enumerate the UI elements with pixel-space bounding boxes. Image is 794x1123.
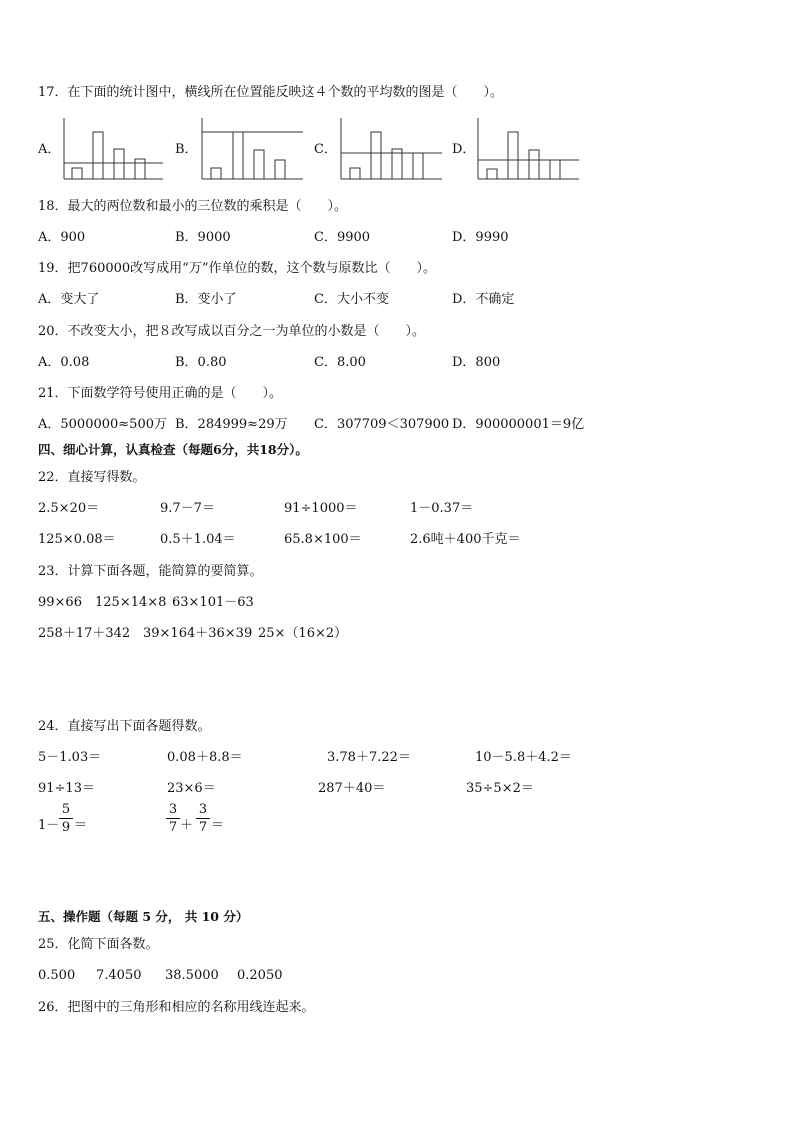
denominator: 9 bbox=[61, 820, 71, 835]
q17-option-d-label: D． bbox=[452, 142, 476, 157]
q17-chart-c bbox=[337, 116, 444, 182]
q19-option-b: B．变小了 bbox=[175, 292, 237, 307]
q21-option-c: C．307709＜307900 bbox=[314, 417, 450, 432]
q24-frac2-equals: ＝ bbox=[211, 818, 225, 833]
q25-item: 0.2050 bbox=[237, 968, 283, 983]
q23-item: 125×14×8 bbox=[95, 595, 167, 610]
q18-option-c: C．9900 bbox=[314, 230, 371, 245]
q17-chart-d bbox=[474, 116, 581, 182]
section-5-title: 五、操作题（每题 5 分， 共 10 分） bbox=[38, 909, 249, 924]
q22-item: 0.5＋1.04＝ bbox=[160, 532, 236, 547]
q23-item: 99×66 bbox=[38, 595, 82, 610]
q17-option-c-label: C． bbox=[314, 142, 337, 157]
q26-stem: 26．把图中的三角形和相应的名称用线连起来。 bbox=[38, 1000, 315, 1015]
q23-item: 258＋17＋342 bbox=[38, 626, 131, 641]
q24-frac2-fraction-a bbox=[166, 803, 180, 834]
q18-option-b: B．9000 bbox=[175, 230, 231, 245]
q19-option-a: A．变大了 bbox=[38, 292, 100, 307]
q23-item: 39×164＋36×39 bbox=[143, 626, 253, 641]
q21-option-d: D．900000001＝9亿 bbox=[452, 417, 585, 432]
q22-stem: 22．直接写得数。 bbox=[38, 470, 146, 485]
section-4-title: 四、细心计算，认真检查（每题6分，共18分）。 bbox=[38, 442, 308, 457]
q21-option-b: B．284999≈29万 bbox=[175, 417, 288, 432]
q24-item: 35÷5×2＝ bbox=[466, 781, 534, 796]
q17-option-b-label: B． bbox=[175, 142, 198, 157]
numerator: 3 bbox=[168, 802, 178, 817]
q21-stem: 21．下面数学符号使用正确的是（ ）。 bbox=[38, 386, 283, 401]
q17-option-a-label: A． bbox=[38, 142, 61, 157]
q25-item: 7.4050 bbox=[96, 968, 142, 983]
q17-chart-a bbox=[60, 116, 165, 182]
denominator: 7 bbox=[198, 820, 208, 835]
q24-item: 23×6＝ bbox=[167, 781, 216, 796]
q24-item: 0.08＋8.8＝ bbox=[167, 750, 243, 765]
q22-item: 91÷1000＝ bbox=[284, 501, 358, 516]
q23-item: 63×101－63 bbox=[172, 595, 254, 610]
numerator: 3 bbox=[198, 802, 208, 817]
q22-item: 9.7－7＝ bbox=[160, 501, 215, 516]
q24-frac2-fraction-b bbox=[196, 803, 210, 834]
q24-item: 287＋40＝ bbox=[318, 781, 386, 796]
q17-stem: 17．在下面的统计图中，横线所在位置能反映这４个数的平均数的图是（ ）。 bbox=[38, 85, 504, 100]
q21-option-a: A．5000000≈500万 bbox=[38, 417, 167, 432]
q20-stem: 20．不改变大小，把８改写成以百分之一为单位的小数是（ ）。 bbox=[38, 324, 426, 339]
q24-stem: 24．直接写出下面各题得数。 bbox=[38, 719, 211, 734]
q22-item: 65.8×100＝ bbox=[284, 532, 362, 547]
q24-frac1-equals: ＝ bbox=[74, 818, 88, 833]
q25-item: 0.500 bbox=[38, 968, 76, 983]
q25-item: 38.5000 bbox=[165, 968, 219, 983]
q20-option-a: A．0.08 bbox=[38, 355, 90, 370]
q23-item: 25×（16×2） bbox=[258, 626, 348, 641]
q24-item: 91÷13＝ bbox=[38, 781, 95, 796]
q24-item: 5－1.03＝ bbox=[38, 750, 102, 765]
q22-item: 2.6吨＋400千克＝ bbox=[410, 532, 521, 547]
q25-stem: 25．化简下面各数。 bbox=[38, 937, 159, 952]
q22-item: 1－0.37＝ bbox=[410, 501, 474, 516]
q19-stem: 19．把760000改写成用“万”作单位的数，这个数与原数比（ ）。 bbox=[38, 261, 436, 276]
q18-stem: 18．最大的两位数和最小的三位数的乘积是（ ）。 bbox=[38, 199, 348, 214]
q20-option-d: D．800 bbox=[452, 355, 501, 370]
q18-option-d: D．9990 bbox=[452, 230, 509, 245]
q24-item: 10－5.8＋4.2＝ bbox=[475, 750, 572, 765]
denominator: 7 bbox=[168, 820, 178, 835]
q19-option-c: C．大小不变 bbox=[314, 292, 389, 307]
q20-option-c: C．8.00 bbox=[314, 355, 366, 370]
q24-frac1-fraction bbox=[59, 803, 73, 834]
q17-chart-b bbox=[198, 116, 305, 182]
q24-item: 3.78＋7.22＝ bbox=[327, 750, 411, 765]
q18-option-a: A．900 bbox=[38, 230, 86, 245]
q22-item: 2.5×20＝ bbox=[38, 501, 100, 516]
q24-frac1-lead: 1－ bbox=[38, 818, 60, 833]
q19-option-d: D．不确定 bbox=[452, 292, 515, 307]
q23-stem: 23．计算下面各题，能简算的要简算。 bbox=[38, 564, 263, 579]
q20-option-b: B．0.80 bbox=[175, 355, 227, 370]
numerator: 5 bbox=[61, 802, 71, 817]
q22-item: 125×0.08＝ bbox=[38, 532, 116, 547]
q24-frac2-plus: ＋ bbox=[180, 818, 194, 833]
